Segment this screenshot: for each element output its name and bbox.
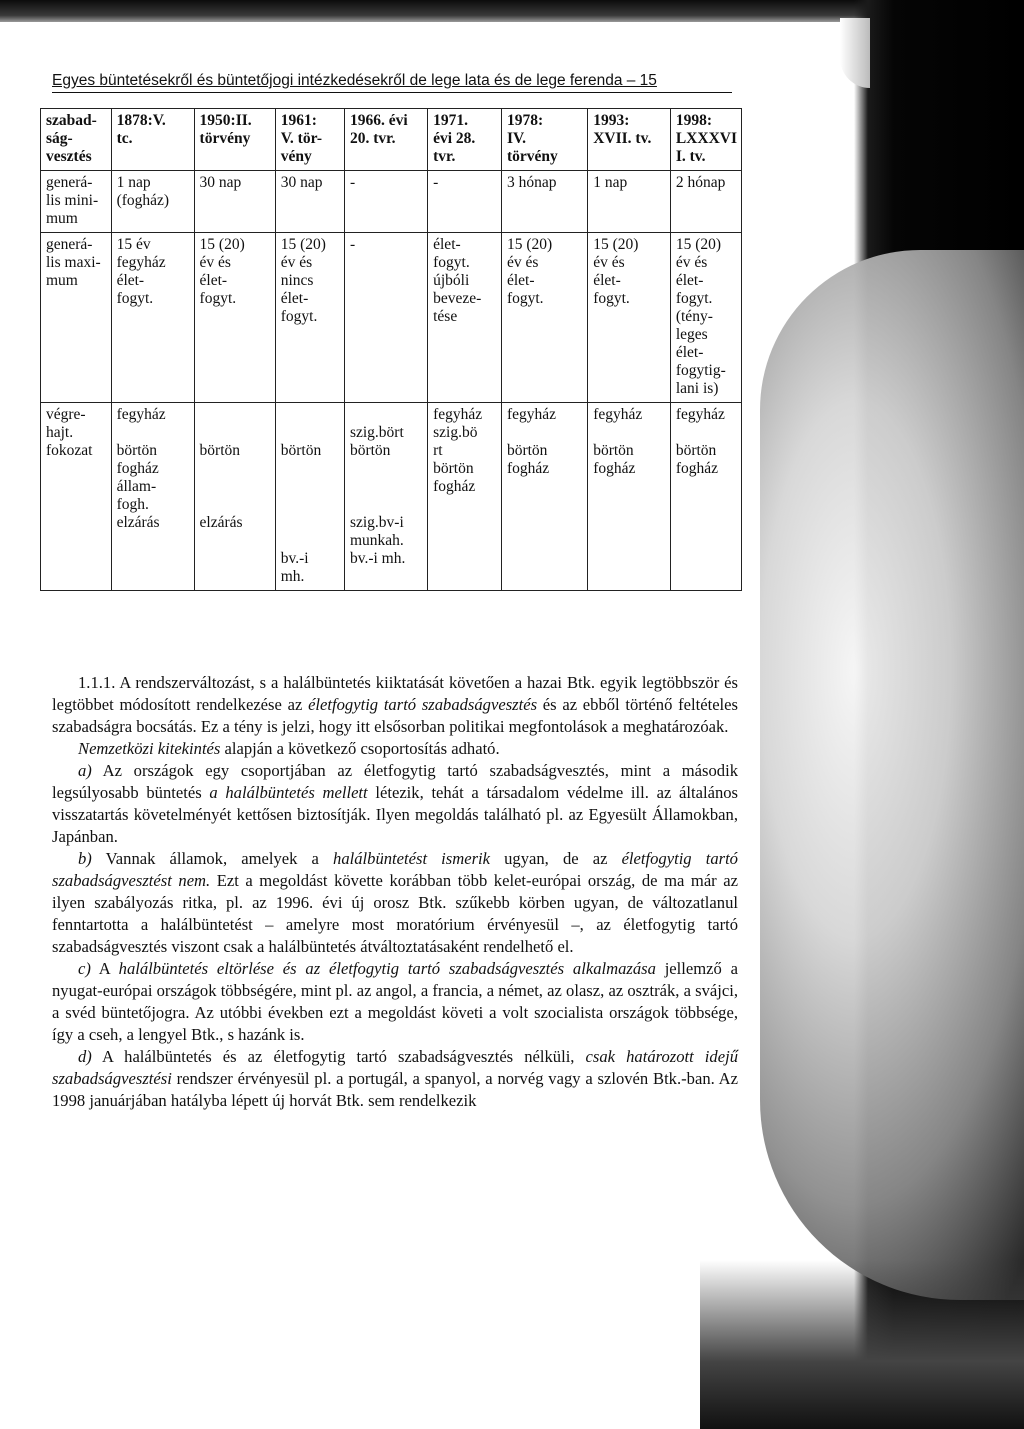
table-cell: 3 hónap [501, 171, 587, 233]
table-cell: börtön elzárás [194, 403, 275, 591]
table-cell: 2 hónap [670, 171, 741, 233]
table-header-cell: 1961: V. tör- vény [275, 109, 344, 171]
row-label: generá- lis mini- mum [41, 171, 112, 233]
penalty-table [40, 108, 742, 591]
thumb-shadow [760, 250, 1024, 1300]
running-title: Egyes büntetésekről és büntetőjogi intézkedésekről de lege lata és de lege ferenda – 15 [52, 72, 657, 89]
text-run-italic: életfogytig tartó szabadságvesztést nem. [52, 849, 738, 890]
table-cell: fegyház börtön fogház [670, 403, 741, 591]
table-cell: börtön bv.-i mh. [275, 403, 344, 591]
scan-bottom-shadow [700, 1260, 1024, 1429]
table-cell: 30 nap [194, 171, 275, 233]
text-run-italic: c) [78, 959, 91, 978]
table-cell: - [344, 171, 427, 233]
table-cell: - [344, 233, 427, 403]
table-cell: 1 nap (fogház) [111, 171, 194, 233]
text-run: Vannak államok, amelyek a [91, 849, 334, 868]
text-run: és az ebből történő feltételes szabadságra bocsátás. Ez a tény is jelzi, hogy itt elsősorban politikai megfontolások a meghatározóak. [52, 695, 738, 736]
table-cell: élet- fogyt. újbóli beveze- tése [428, 233, 502, 403]
table-cell: 15 év fegyház élet- fogyt. [111, 233, 194, 403]
paragraph-c [52, 958, 738, 1046]
text-run: 1.1.1. A rendszerváltozást, s a halálbüntetés kiiktatását követően a hazai Btk. egyik legtöbbször és legtöbbet módosított rendelkezése az [52, 673, 738, 714]
table-header-cell: 1978: IV. törvény [501, 109, 587, 171]
table-header-cell: 1971. évi 28. tvr. [428, 109, 502, 171]
paragraph-b [52, 848, 738, 958]
text-run: Ezt a megoldást követte korábban több kelet-európai ország, de ma már az ilyen szabályozás ritka, pl. az 1996. évi új orosz Btk. szűkebb körben ugyan, de változatlanul fenntartotta a halálbüntetést – amelyre most moratórium érvényesül –, az életfogytig tartó szabadságvesztés viszont csak a halálbüntetés átváltoztatásaként rendelhető el. [52, 871, 738, 956]
paragraph-intro [52, 672, 738, 738]
running-header [52, 72, 732, 93]
table-header-cell: 1966. évi 20. tvr. [344, 109, 427, 171]
table-cell: fegyház börtön fogház [501, 403, 587, 591]
text-run: ugyan, de az [490, 849, 622, 868]
row-label: végre- hajt. fokozat [41, 403, 112, 591]
paragraph-d [52, 1046, 738, 1112]
text-run: rendszer érvényesül pl. a portugál, a spanyol, a norvég vagy a szlovén Btk.-ban. Az 1998 januárjában hatályba lépett új horvát Btk. sem rendelkezik [52, 1069, 738, 1110]
text-run-italic: a halálbüntetés mellett [209, 783, 368, 802]
text-run-italic: halálbüntetést ismerik [333, 849, 491, 868]
table-header-cell: 1950:II. törvény [194, 109, 275, 171]
table-cell: fegyház börtön fogház [588, 403, 671, 591]
table-row [41, 233, 742, 403]
table-row [41, 403, 742, 591]
paragraph-a [52, 760, 738, 848]
text-run-italic: a) [78, 761, 92, 780]
body-text [52, 672, 738, 1112]
table-cell: 1 nap [588, 171, 671, 233]
paragraph-overview [52, 738, 738, 760]
table-cell: fegyház szig.bö rt börtön fogház [428, 403, 502, 591]
text-run-italic: Nemzetközi kitekintés [78, 739, 221, 758]
table-cell: szig.bört börtön szig.bv-i munkah. bv.-i mh. [344, 403, 427, 591]
table-header-cell: 1878:V. tc. [111, 109, 194, 171]
table-header-cell: 1998: LXXXVI I. tv. [670, 109, 741, 171]
text-run-italic: b) [78, 849, 92, 868]
table-header-cell: szabad- ság- vesztés [41, 109, 112, 171]
text-run: létezik, tehát a társadalom védelme ill. az általános visszatartás követelményét kettősen biztosítják. Ilyen megoldás található pl. az Egyesült Államokban, Japánban. [52, 783, 738, 846]
text-run-italic: csak határozott idejű szabadságvesztési [52, 1047, 738, 1088]
text-run-italic: halálbüntetés eltörlése és az életfogytig tartó szabadságvesztés alkalmazása [118, 959, 656, 978]
table-cell: 30 nap [275, 171, 344, 233]
text-run: A [90, 959, 119, 978]
table-cell: 15 (20) év és élet- fogyt. [501, 233, 587, 403]
table-cell: 15 (20) év és élet- fogyt. (tény- leges élet- fogytig- lani is) [670, 233, 741, 403]
row-label: generá- lis maxi- mum [41, 233, 112, 403]
text-run: alapján a következő csoportosítás adható. [220, 739, 500, 758]
table-row [41, 171, 742, 233]
table-cell: 15 (20) év és élet- fogyt. [194, 233, 275, 403]
text-run-italic: életfogytig tartó szabadságvesztés [308, 695, 538, 714]
table-header-cell: 1993: XVII. tv. [588, 109, 671, 171]
table-cell: - [428, 171, 502, 233]
text-run: Az országok egy csoportjában az életfogytig tartó szabadságvesztés, mint a második legsúlyosabb büntetés [52, 761, 738, 802]
table-cell: 15 (20) év és élet- fogyt. [588, 233, 671, 403]
table-cell: fegyház börtön fogház állam- fogh. elzárás [111, 403, 194, 591]
table-header-row [41, 109, 742, 171]
text-run: A halálbüntetés és az életfogytig tartó szabadságvesztés nélküli, [91, 1047, 586, 1066]
table-cell: 15 (20) év és nincs élet- fogyt. [275, 233, 344, 403]
text-run: jellemző a nyugat-európai országok többségére, mint pl. az angol, a francia, a német, az olasz, az osztrák, a svájci, a svéd büntetőjogra. Az utóbbi években ezt a megoldást követi a volt szocialista országok többsége, így a cseh, a lengyel Btk., s hazánk is. [52, 959, 738, 1044]
text-run-italic: d) [78, 1047, 92, 1066]
